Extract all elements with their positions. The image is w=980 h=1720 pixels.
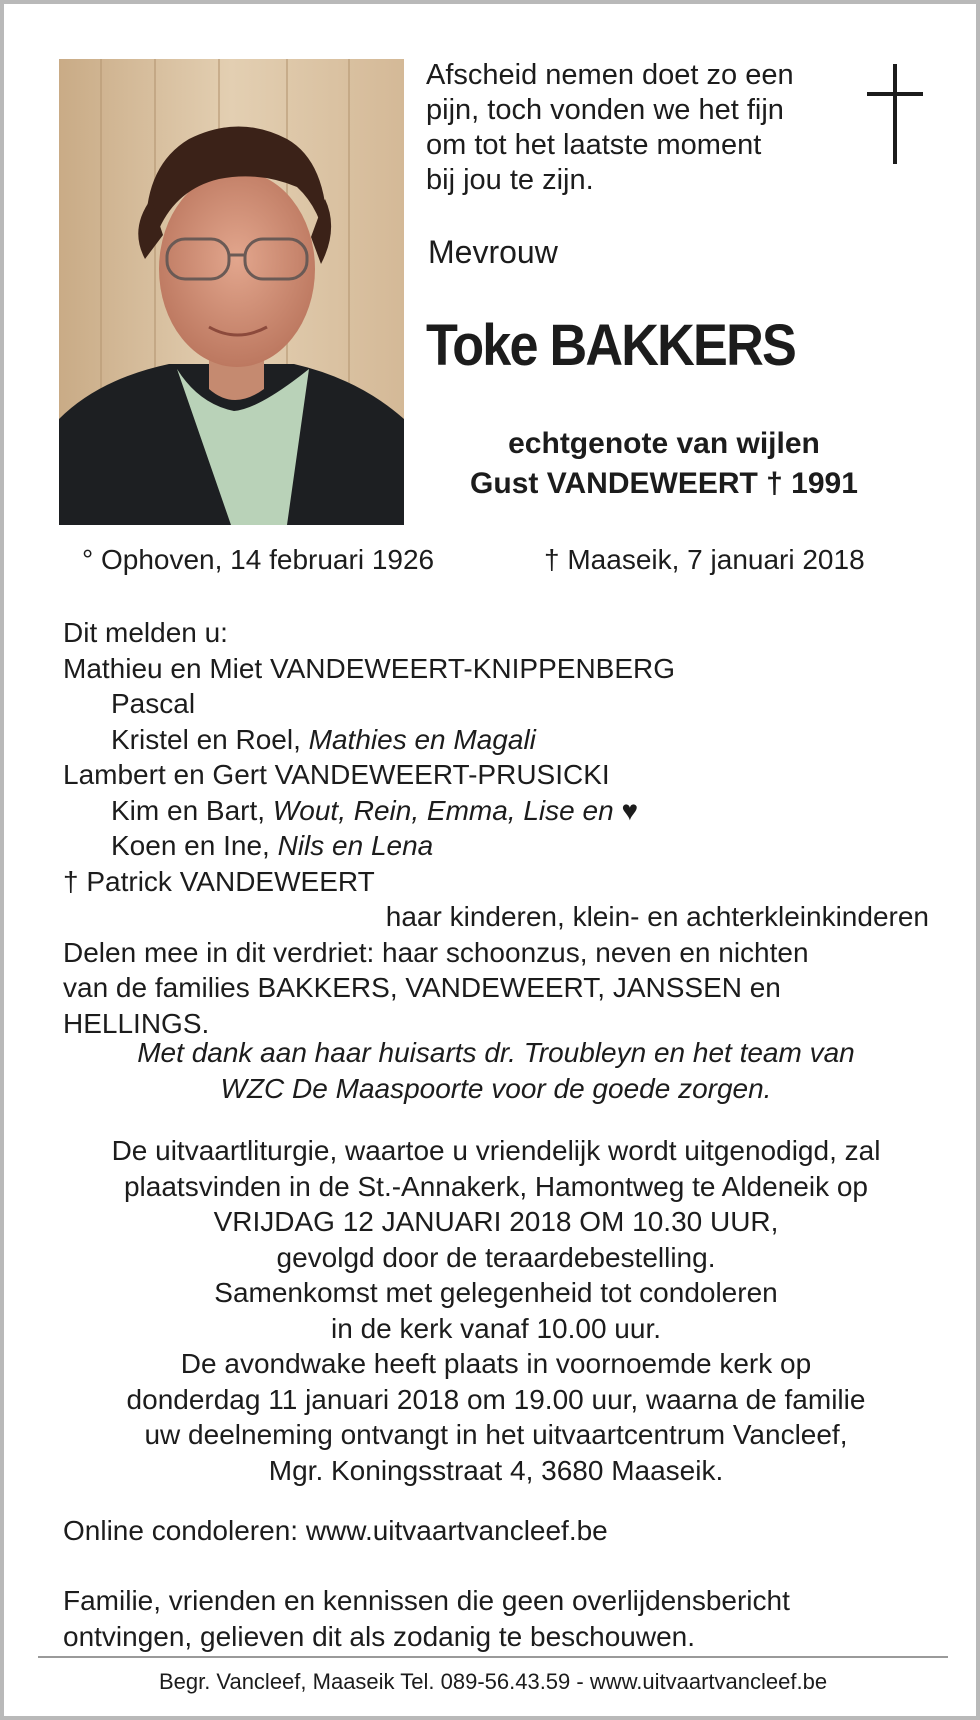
funeral-line: uw deelneming ontvangt in het uitvaartcentrum Vancleef, [144,1419,848,1450]
great-grandchildren: Nils en Lena [277,830,434,861]
thanks-text [63,1035,929,1106]
funeral-line: Samenkomst met gelegenheid tot condoleren [214,1277,778,1308]
grandchild-name: Kim en Bart, [111,794,266,826]
grandchild: Pascal [111,688,196,719]
funeral-line: De avondwake heeft plaats in voornoemde kerk op [180,1348,812,1379]
poem-line: om tot het laatste moment [426,129,762,161]
portrait-photo [59,59,404,525]
poem [426,58,846,198]
deceased-name: Toke BAKKERS [426,313,795,378]
thanks-line: WZC De Maaspoorte voor de goede zorgen. [220,1072,772,1104]
funeral-line: gevolgd door de teraardebestelling. [276,1241,716,1273]
relation-line: haar kinderen, klein- en achterkleinkinderen [385,901,929,932]
poem-line: pijn, toch vonden we het fijn [426,94,784,126]
thanks-line: Met dank aan haar huisarts dr. Troubleyn en het team van [137,1037,855,1068]
cross-icon [867,64,923,164]
family-list [63,615,929,1041]
grandchild [63,722,929,758]
grief-line: Delen mee in dit verdriet: haar schoonzus, neven en nichten [63,936,809,968]
footer-divider [38,1656,948,1658]
portrait-illustration [59,59,404,525]
grief-line: HELLINGS. [63,1007,210,1039]
poem-line: bij jou te zijn. [426,164,594,196]
funeral-line: VRIJDAG 12 JANUARI 2018 OM 10.30 UUR, [213,1206,779,1237]
footer-text: Begr. Vancleef, Maaseik Tel. 089-56.43.59 - www.uitvaartvancleef.be [158,1669,828,1694]
notice-line: ontvingen, gelieven dit als zodanig te beschouwen. [63,1620,695,1652]
notice-line: Familie, vrienden en kennissen die geen overlijdensbericht [63,1585,790,1616]
grandchild [63,793,929,829]
funeral-line: donderdag 11 januari 2018 om 19.00 uur, waarna de familie [126,1383,866,1415]
deceased-child: † Patrick VANDEWEERT [63,865,375,897]
funeral-line: plaatsvinden in de St.-Annakerk, Hamontweg te Aldeneik op [123,1170,868,1202]
spouse-line-1: echtgenote van wijlen [508,427,820,460]
online-condolences [63,1513,929,1549]
funeral-line: in de kerk vanaf 10.00 uur. [331,1312,661,1344]
heart-icon: ♥ [621,794,639,826]
funeral-line: Mgr. Koningsstraat 4, 3680 Maaseik. [268,1454,724,1486]
grandchild [63,828,929,864]
grandchild-name: Koen en Ine, [111,830,270,861]
death-date: † Maaseik, 7 januari 2018 [544,544,865,575]
funeral-info [63,1133,929,1488]
spouse-line-2: Gust VANDEWEERT † 1991 [470,467,858,500]
family-intro: Dit melden u: [63,617,228,648]
grief-line: van de families BAKKERS, VANDEWEERT, JANSSEN en [63,972,781,1003]
salutation: Mevrouw [428,234,558,270]
family-couple: Mathieu en Miet VANDEWEERT-KNIPPENBERG [63,652,676,684]
poem-line: Afscheid nemen doet zo een [426,59,794,91]
family-couple: Lambert en Gert VANDEWEERT-PRUSICKI [63,759,610,790]
great-grandchildren: Wout, Rein, Emma, Lise en [272,794,614,826]
funeral-line: De uitvaartliturgie, waartoe u vriendelijk wordt uitgenodigd, zal [111,1135,881,1166]
grandchild-name: Kristel en Roel, [111,723,301,755]
birth-date: ° Ophoven, 14 februari 1926 [82,544,435,575]
online-line: Online condoleren: www.uitvaartvancleef.be [63,1515,608,1546]
great-grandchildren: Mathies en Magali [308,723,536,755]
notice-text [63,1583,929,1654]
